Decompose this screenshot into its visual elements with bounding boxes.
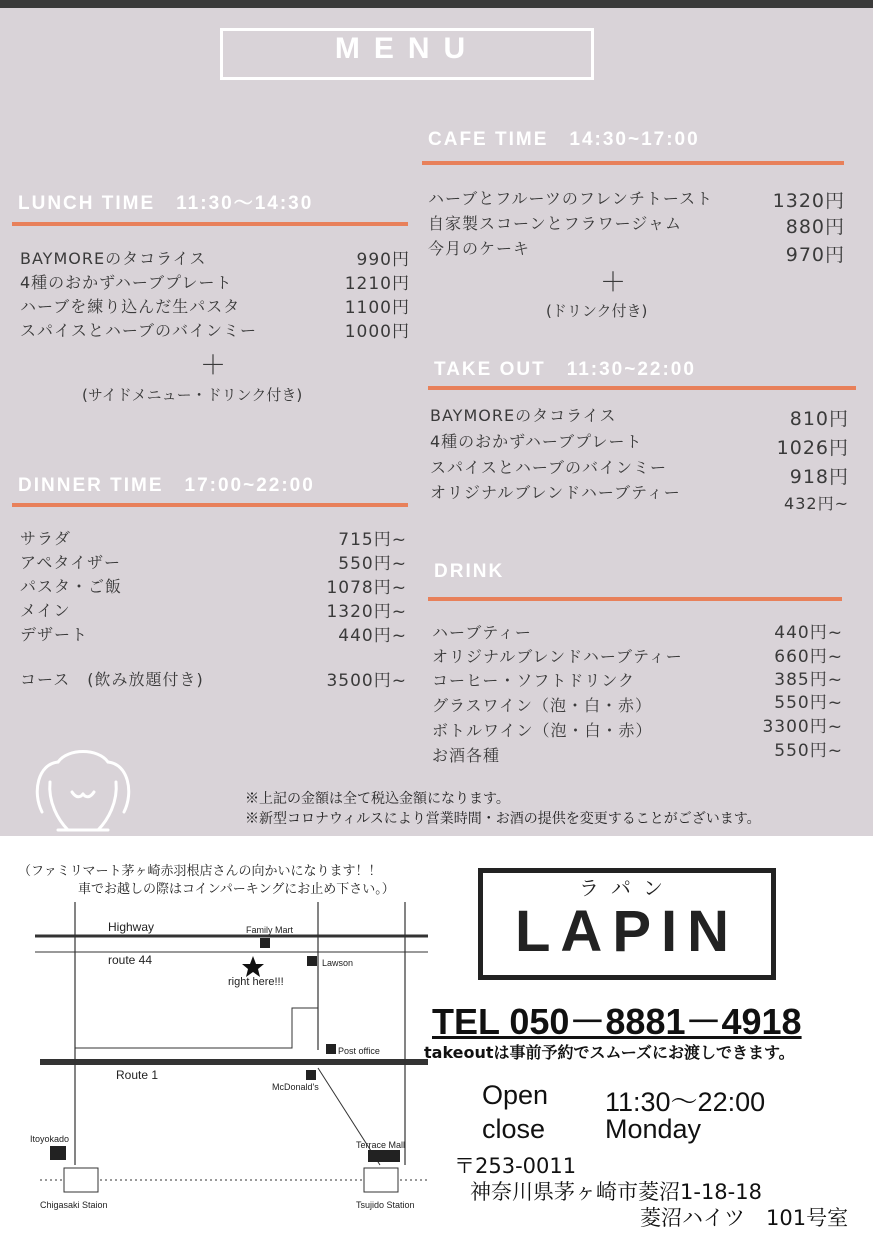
menu-title: MENU: [334, 32, 480, 65]
map-label-chigasaki: Chigasaki Staion: [40, 1200, 108, 1210]
dinner-item: メイン: [20, 601, 71, 620]
cafe-item: 自家製スコーンとフラワージャム: [428, 214, 683, 233]
drink-heading: DRINK: [434, 561, 505, 582]
drink-item: ハーブティー: [432, 623, 532, 642]
lunch-note: (サイドメニュー・ドリンク付き): [82, 386, 303, 404]
dinner-divider: [12, 503, 408, 507]
access-map: [20, 900, 440, 1220]
open-hours: 11:30〜22:00: [605, 1087, 766, 1117]
open-label: Open: [482, 1080, 549, 1110]
close-day: Monday: [605, 1114, 702, 1144]
drink-item: グラスワイン（泡・白・赤）: [432, 696, 653, 715]
map-label-tsujido: Tsujido Station: [356, 1200, 415, 1210]
dinner-price: 1078円~: [326, 578, 407, 598]
cafe-price: 970円: [785, 244, 845, 266]
takeout-price: 432円~: [784, 494, 849, 513]
drink-item: お酒各種: [432, 746, 501, 765]
takeout-item: BAYMOREのタコライス: [430, 406, 617, 425]
lunch-item: BAYMOREのタコライス: [20, 249, 207, 268]
lunch-item: ハーブを練り込んだ生パスタ: [20, 297, 241, 316]
map-label-itoyokado: Itoyokado: [30, 1134, 70, 1144]
dinner-heading: DINNER TIME 17:00~22:00: [18, 475, 315, 496]
map-label-highway: Highway: [108, 920, 155, 934]
map-note-line2: 車でお越しの際はコインパーキングにお止め下さい。）: [78, 882, 395, 897]
takeout-price: 918円: [789, 466, 849, 488]
cafe-divider: [422, 161, 844, 165]
drink-price: 385円~: [774, 670, 843, 690]
lunch-price: 1210円: [344, 274, 410, 294]
phone-number[interactable]: TEL 050－8881－4918: [432, 1001, 802, 1042]
lunch-price: 990円: [356, 250, 410, 270]
footnote-tax: ※上記の金額は全て税込金額になります。: [245, 791, 510, 807]
takeout-price: 810円: [789, 408, 849, 430]
map-label-mcdonalds: McDonald's: [272, 1082, 319, 1092]
takeout-divider: [428, 386, 856, 390]
drink-price: 3300円~: [762, 717, 843, 737]
dinner-price: 715円~: [338, 530, 407, 550]
lunch-item: 4種のおかずハーブプレート: [20, 273, 233, 292]
dinner-price: 550円~: [338, 554, 407, 574]
logo-name: LAPIN: [515, 899, 739, 964]
map-label-route1: Route 1: [116, 1068, 159, 1082]
drink-price: 550円~: [774, 693, 843, 713]
lunch-heading: LUNCH TIME 11:30〜14:30: [18, 193, 314, 214]
postal-code: 〒253-0011: [454, 1154, 577, 1178]
close-label: close: [482, 1114, 546, 1144]
takeout-item: オリジナルブレンドハーブティー: [430, 483, 681, 502]
dinner-price: 1320円~: [326, 602, 407, 622]
map-label-route44: route 44: [108, 953, 153, 967]
dinner-item: デザート: [20, 625, 89, 644]
map-note-line1: （ファミリマート茅ヶ崎赤羽根店さんの向かいになります！！: [18, 864, 382, 879]
map-label-lawson: Lawson: [322, 958, 354, 968]
takeout-item: スパイスとハーブのバインミー: [430, 458, 668, 477]
lunch-item: スパイスとハーブのバインミー: [20, 321, 258, 340]
cafe-note: (ドリンク付き): [546, 302, 648, 320]
dinner-item: サラダ: [20, 529, 71, 548]
cafe-price: 1320円: [772, 190, 845, 212]
cafe-heading: CAFE TIME 14:30~17:00: [428, 129, 700, 150]
drink-divider: [428, 597, 842, 601]
dinner-price: 440円~: [338, 626, 407, 646]
takeout-heading: TAKE OUT 11:30~22:00: [434, 359, 696, 380]
footnote-covid: ※新型コロナウィルスにより営業時間・お酒の提供を変更することがございます。: [245, 811, 761, 827]
bunny-illustration: [28, 742, 138, 836]
lunch-divider: [12, 222, 408, 226]
takeout-price: 1026円: [776, 437, 849, 459]
map-label-family-mart: Family Mart: [246, 925, 293, 935]
takeout-item: 4種のおかずハーブプレート: [430, 432, 643, 451]
cafe-item: ハーブとフルーツのフレンチトースト: [428, 189, 714, 208]
map-label-terrace-mall: Terrace Mall: [356, 1140, 406, 1150]
cafe-price: 880円: [785, 216, 845, 238]
cafe-item: 今月のケーキ: [428, 239, 531, 258]
dinner-item: パスタ・ご飯: [20, 577, 123, 596]
lunch-price: 1000円: [344, 322, 410, 342]
top-edge: [0, 0, 873, 8]
course-price: 3500円~: [326, 671, 407, 691]
drink-price: 660円~: [774, 647, 843, 667]
takeout-notice: takeoutは事前予約でスムーズにお渡しできます。: [424, 1043, 795, 1062]
course-item: コース (飲み放題付き): [20, 670, 204, 689]
lunch-price: 1100円: [344, 298, 410, 318]
logo-kana: ラパン: [579, 876, 675, 900]
address-line1: 神奈川県茅ヶ崎市菱沼1-18-18: [470, 1180, 762, 1204]
drink-item: コーヒー・ソフトドリンク: [432, 671, 636, 690]
drink-price: 440円~: [774, 623, 843, 643]
drink-item: ボトルワイン（泡・白・赤）: [432, 721, 653, 740]
map-label-post-office: Post office: [338, 1046, 380, 1056]
dinner-item: アペタイザー: [20, 553, 122, 572]
drink-price: 550円~: [774, 741, 843, 761]
address-line2: 菱沼ハイツ 101号室: [640, 1206, 849, 1230]
lunch-plus: ＋: [200, 351, 227, 381]
map-label-right-here: right here!!!: [228, 976, 284, 988]
drink-item: オリジナルブレンドハーブティー: [432, 647, 683, 666]
cafe-plus: ＋: [600, 268, 627, 298]
